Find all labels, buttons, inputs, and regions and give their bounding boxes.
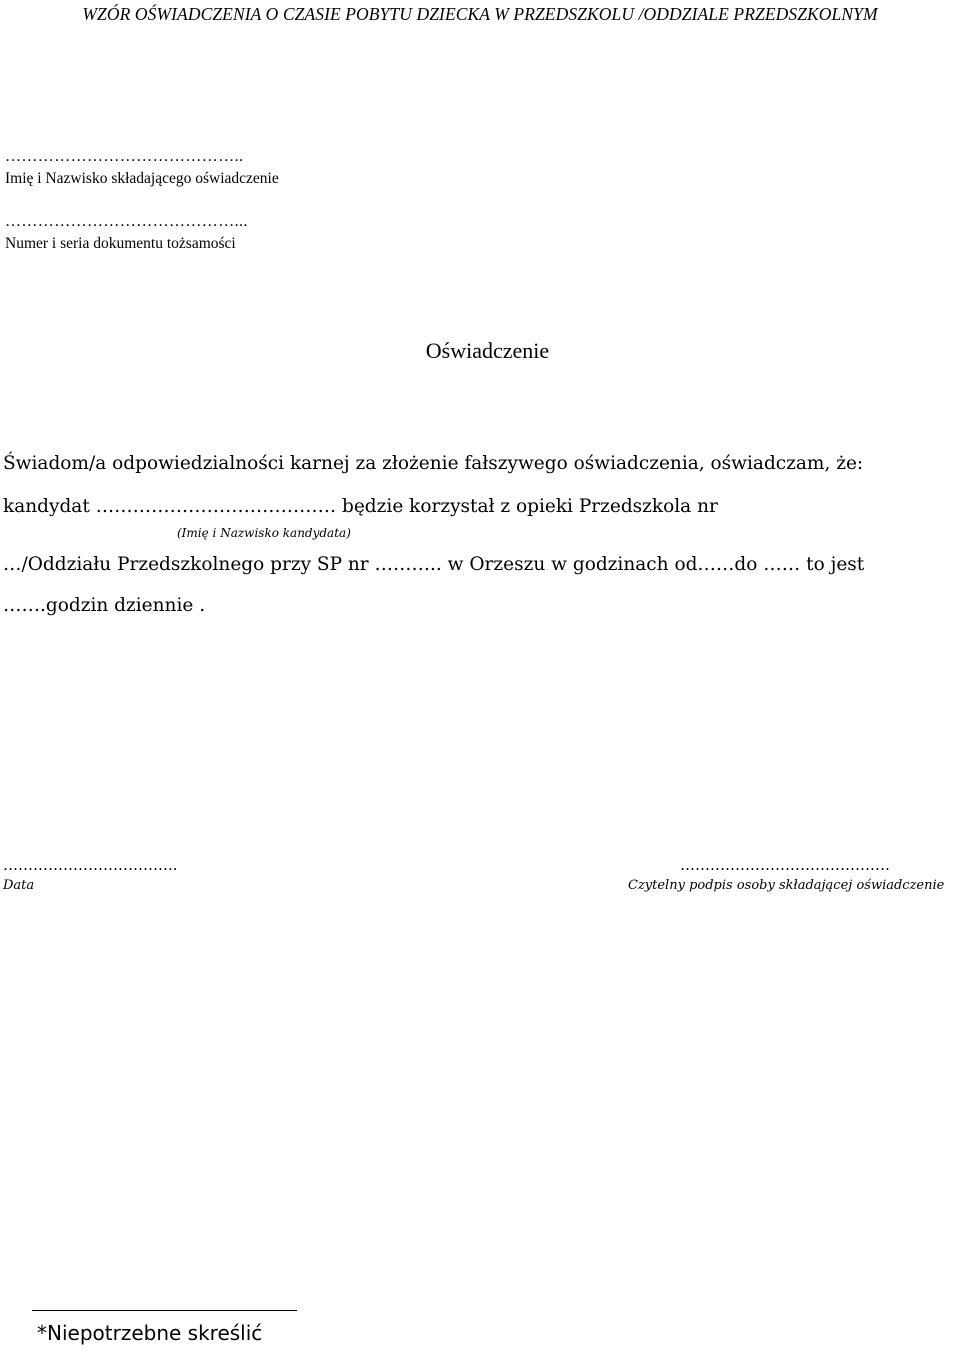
footnote: *Niepotrzebne skreślić [37, 1321, 263, 1345]
statement-line-1: Świadom/a odpowiedzialności karnej za złożenie fałszywego oświadczenia, oświadczam, że: [3, 453, 864, 474]
declarant-name-dots: …………………………………….. [5, 148, 244, 165]
statement-line-2: kandydat ………………………………… będzie korzystał z opieki Przedszkola nr [3, 496, 718, 517]
declarant-name-label: Imię i Nazwisko składającego oświadczenie [5, 170, 279, 187]
footnote-separator [32, 1310, 297, 1311]
date-dots: …………………………….. [3, 856, 178, 874]
page-title: Oświadczenie [425, 338, 550, 363]
date-label: Data [3, 878, 35, 893]
statement-line-3: …/Oddziału Przedszkolnego przy SP nr ……….. w Orzeszu w godzinach od……do …… to jest [3, 554, 865, 575]
document-header: WZÓR OŚWIADCZENIA O CZASIE POBYTU DZIECKA W PRZEDSZKOLU /ODDZIALE PRZEDSZKOLNYM [82, 4, 878, 24]
statement-line-4: …….godzin dziennie . [3, 595, 206, 616]
candidate-name-hint: (Imię i Nazwisko kandydata) [177, 526, 351, 540]
signature-dots: …………………………………… [680, 856, 890, 874]
document-number-dots: ……………………………………... [5, 213, 248, 230]
signature-label: Czytelny podpis osoby składającej oświadczenie [628, 878, 945, 893]
document-number-label: Numer i seria dokumentu tożsamości [5, 235, 236, 252]
